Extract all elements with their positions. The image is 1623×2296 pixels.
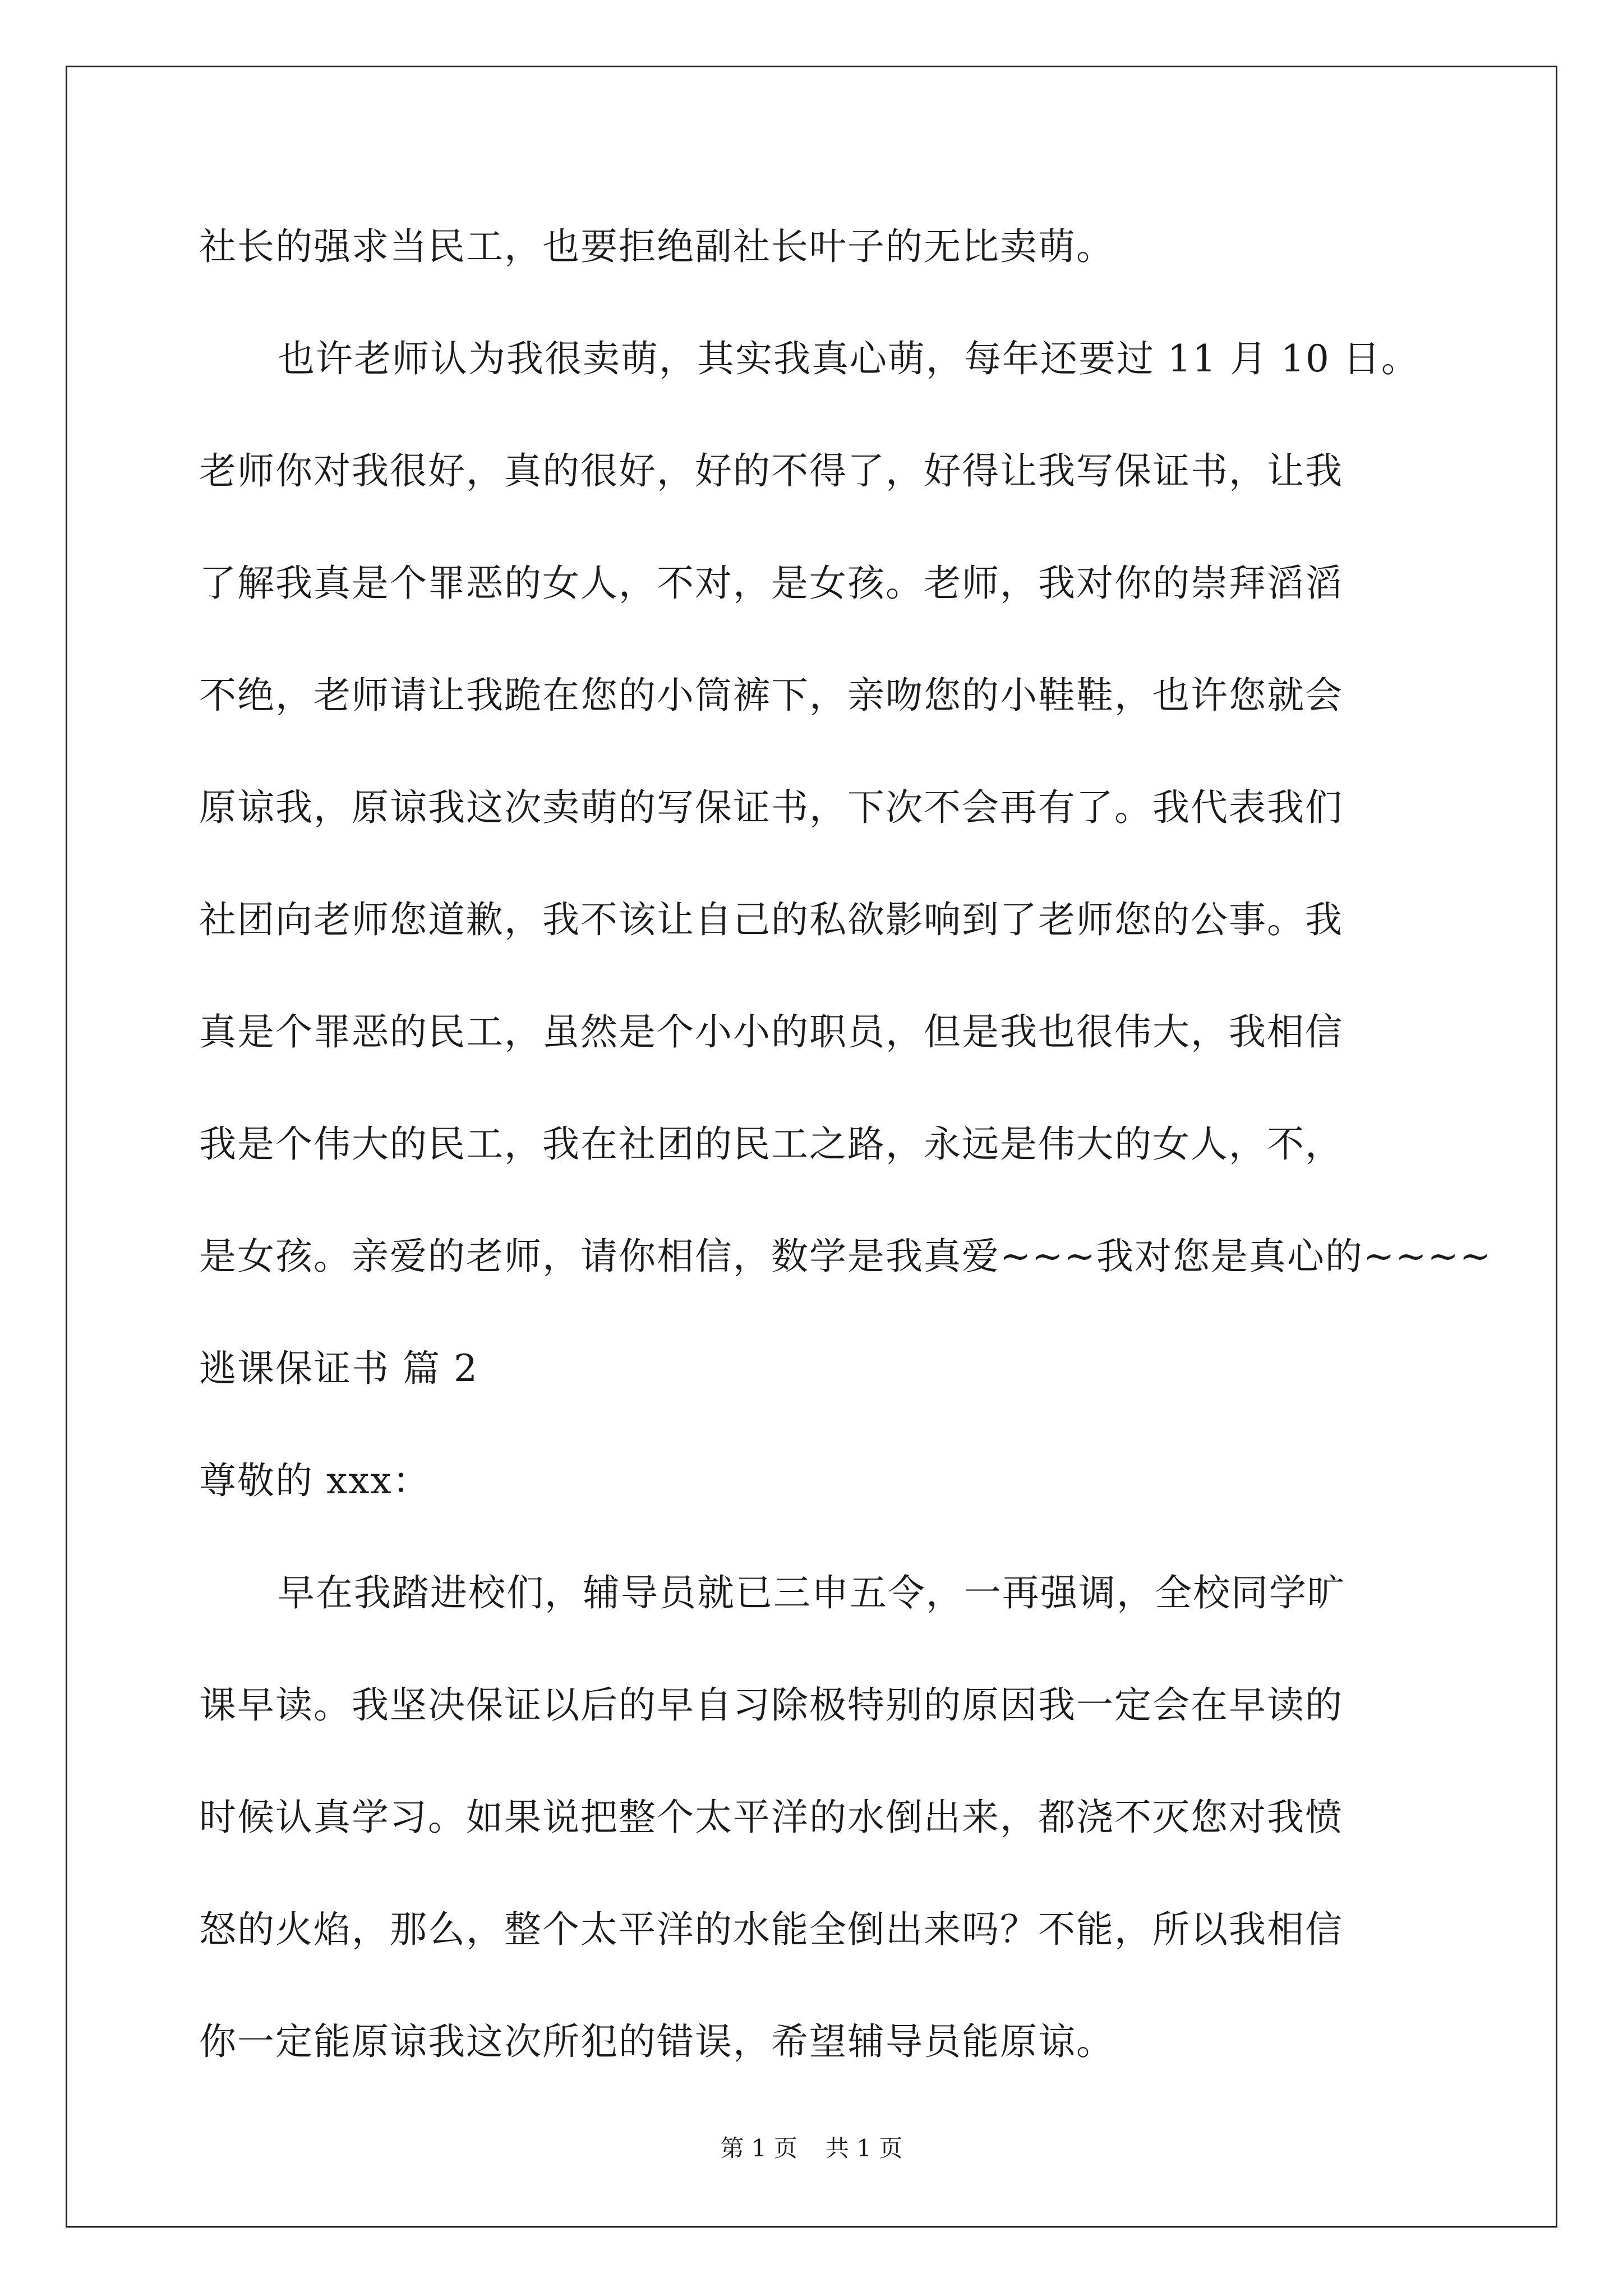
paragraph-line: 我是个伟大的民工，我在社团的民工之路，永远是伟大的女人，不， <box>199 1122 1343 1166</box>
page-number: 第 1 页 <box>720 2134 797 2162</box>
paragraph-line: 社长的强求当民工，也要拒绝副社长叶子的无比卖萌。 <box>199 225 1114 268</box>
paragraph-line: 了解我真是个罪恶的女人，不对，是女孩。老师，我对你的崇拜滔滔 <box>199 562 1343 605</box>
page-footer <box>0 2132 1623 2165</box>
paragraph-line: 社团向老师您道歉，我不该让自己的私欲影响到了老师您的公事。我 <box>199 898 1343 941</box>
paragraph-line: 早在我踏进校们，辅导员就已三申五令，一再强调，全校同学旷 <box>278 1571 1345 1614</box>
paragraph-line: 原谅我，原谅我这次卖萌的写保证书，下次不会再有了。我代表我们 <box>199 786 1343 829</box>
paragraph-line: 时候认真学习。如果说把整个太平洋的水倒出来，都浇不灭您对我愤 <box>199 1796 1343 1839</box>
page-count: 共 1 页 <box>826 2134 903 2162</box>
paragraph-line: 也许老师认为我很卖萌，其实我真心萌，每年还要过 11 月 10 日。 <box>278 337 1419 380</box>
paragraph-line: 是女孩。亲爱的老师，请你相信，数学是我真爱~~~我对您是真心的~~~~ <box>199 1235 1492 1278</box>
paragraph-line: 真是个罪恶的民工，虽然是个小小的职员，但是我也很伟大，我相信 <box>199 1010 1343 1053</box>
paragraph-line: 课早读。我坚决保证以后的早自习除极特别的原因我一定会在早读的 <box>199 1683 1343 1727</box>
paragraph-line: 老师你对我很好，真的很好，好的不得了，好得让我写保证书，让我 <box>199 449 1343 493</box>
paragraph-line: 不绝，老师请让我跪在您的小筒裤下，亲吻您的小鞋鞋，也许您就会 <box>199 674 1343 717</box>
section-heading: 逃课保证书 篇 2 <box>199 1347 478 1390</box>
paragraph-line: 怒的火焰，那么，整个太平洋的水能全倒出来吗？不能，所以我相信 <box>199 1908 1343 1951</box>
paragraph-line: 你一定能原谅我这次所犯的错误，希望辅导员能原谅。 <box>199 2020 1114 2063</box>
document-body <box>199 191 1492 2098</box>
salutation: 尊敬的 xxx： <box>199 1459 431 1502</box>
